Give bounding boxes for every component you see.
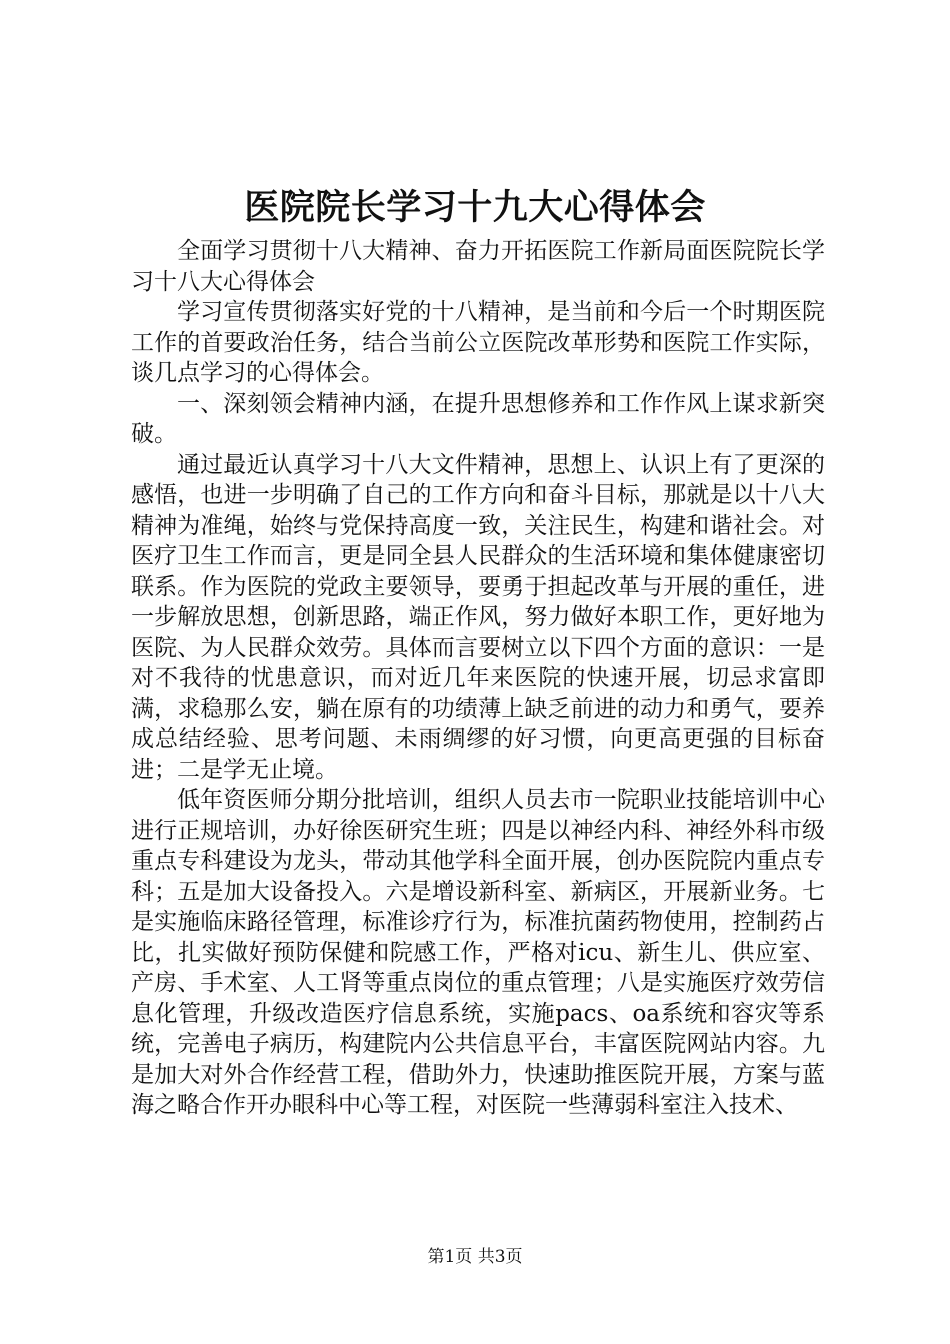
paragraph: 学习宣传贯彻落实好党的十八精神，是当前和今后一个时期医院工作的首要政治任务，结合当前公立医院改革形势和医院工作实际，谈几点学习的心得体会。 <box>131 299 825 386</box>
paragraph: 低年资医师分期分批培训，组织人员去市一院职业技能培训中心进行正规培训，办好徐医研究生班；四是以神经内科、神经外科市级重点专科建设为龙头，带动其他学科全面开展，创办医院院内重点专科；五是加大设备投入。六是增设新科室、新病区，开展新业务。七是实施临床路径管理，标准诊疗行为，标准抗菌药物使用，控制药占比，扎实做好预防保健和院感工作，严格对icu、新生儿、供应室、产房、手术室、人工肾等重点岗位的重点管理；八是实施医疗效劳信息化管理，升级改造医疗信息系统，实施pacs、oa系统和容灾等系统，完善电子病历，构建院内公共信息平台，丰富医院网站内容。九是加大对外合作经营工程，借助外力，快速助推医院开展，方案与蓝海之略合作开办眼科中心等工程，对医院一些薄弱科室注入技术、 <box>131 787 825 1118</box>
paragraph: 通过最近认真学习十八大文件精神，思想上、认识上有了更深的感悟，也进一步明确了自己的工作方向和奋斗目标，那就是以十八大精神为准绳，始终与党保持高度一致，关注民生，构建和谐社会。对医疗卫生工作而言，更是同全县人民群众的生活环境和集体健康密切联系。作为医院的党政主要领导，要勇于担起改革与开展的重任，进一步解放思想，创新思路，端正作风，努力做好本职工作，更好地为医院、为人民群众效劳。具体而言要树立以下四个方面的意识：一是对不我待的忧患意识，而对近几年来医院的快速开展，切忌求富即满，求稳那么安，躺在原有的功绩薄上缺乏前进的动力和勇气，要养成总结经验、思考问题、未雨绸缪的好习惯，向更高更强的目标奋进；二是学无止境。 <box>131 451 825 783</box>
document-title: 医院院长学习十九大心得体会 <box>244 187 706 228</box>
paragraph: 一、深刻领会精神内涵，在提升思想修养和工作作风上谋求新突破。 <box>131 390 825 447</box>
paragraph: 全面学习贯彻十八大精神、奋力开拓医院工作新局面医院院长学习十八大心得体会 <box>131 238 825 295</box>
page-number-footer: 第1页 共3页 <box>427 1247 523 1267</box>
document-body <box>131 236 825 1121</box>
